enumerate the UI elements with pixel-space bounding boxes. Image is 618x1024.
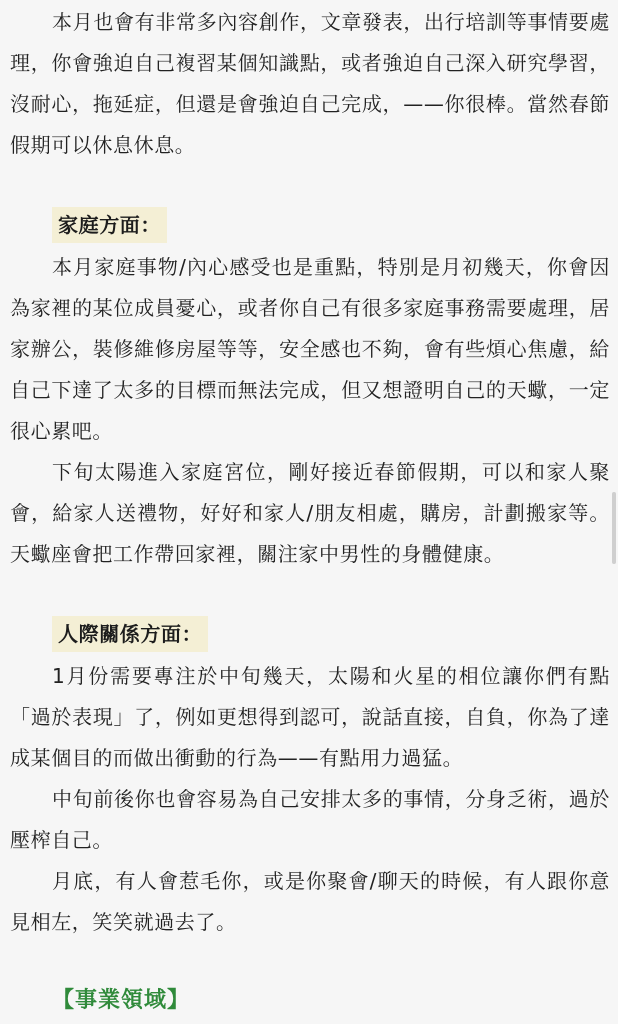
family-heading-label: 家庭方面： [52,207,167,243]
spacer [10,575,610,612]
relationships-paragraph: 1月份需要專注於中旬幾天，太陽和火星的相位讓你們有點「過於表現」了，例如更想得到認可，說話直接，自負，你為了達成某個目的而做出衝動的行為——有點用力過猛。 [10,664,610,770]
intro-paragraph: 本月也會有非常多內容創作，文章發表，出行培訓等事情要處理，你會強迫自己複習某個知識點，或者強迫自己深入研究學習，沒耐心，拖延症，但還是會強迫自己完成，——你很棒。當然春節假期可以休息休息。 [10,10,610,157]
family-section-heading [10,203,610,247]
scrollbar-thumb[interactable] [612,492,616,564]
family-paragraph: 下旬太陽進入家庭宮位，剛好接近春節假期，可以和家人聚會，給家人送禮物，好好和家人/朋友相處，購房，計劃搬家等。天蠍座會把工作帶回家裡，關注家中男性的身體健康。 [10,460,610,566]
career-section-heading [10,983,610,1014]
article-body [10,0,610,1014]
spacer [10,943,610,983]
relationships-section-heading [10,612,610,656]
spacer [10,166,610,203]
career-title: 【事業領域】 [52,988,191,1013]
relationships-paragraph: 月底，有人會惹毛你，或是你聚會/聊天的時候，有人跟你意見相左，笑笑就過去了。 [10,869,610,934]
relationships-paragraph: 中旬前後你也會容易為自己安排太多的事情，分身乏術，過於壓榨自己。 [10,787,610,852]
relationships-heading-label: 人際關係方面： [52,616,208,652]
family-paragraph: 本月家庭事物/內心感受也是重點，特別是月初幾天，你會因為家裡的某位成員憂心，或者你自己有很多家庭事務需要處理，居家辦公，裝修維修房屋等等，安全感也不夠，會有些煩心焦慮，給自己下達了太多的目標而無法完成，但又想證明自己的天蠍，一定很心累吧。 [10,255,610,443]
